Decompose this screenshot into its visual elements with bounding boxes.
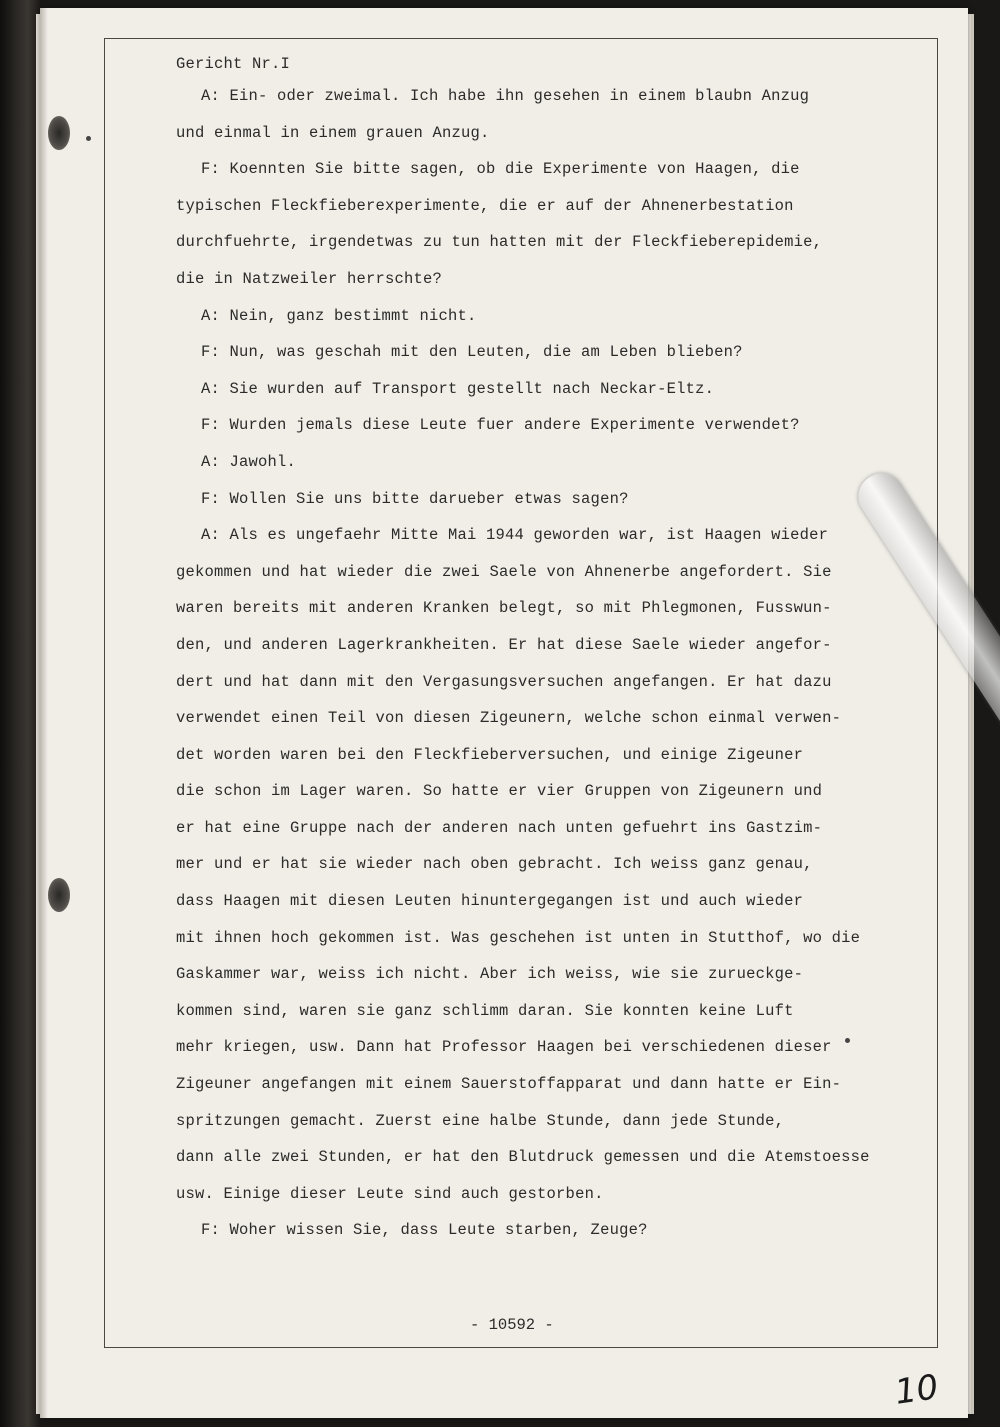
text-line: F: Koennten Sie bitte sagen, ob die Experimente von Haagen, die [201,160,800,179]
text-line: A: Ein- oder zweimal. Ich habe ihn gesehen in einem blaubn Anzug [201,87,810,105]
book-binding [0,0,40,1427]
text-line: Gaskammer war, weiss ich nicht. Aber ich weiss, wie sie zurueckge- [176,965,804,984]
text-line: verwendet einen Teil von diesen Zigeunern, welche schon einmal verwen- [176,709,842,728]
ink-speck [86,136,91,141]
text-line: und einmal in einem grauen Anzug. [176,123,490,142]
text-line: dert und hat dann mit den Vergasungsversuchen angefangen. Er hat dazu [176,672,832,691]
text-line: Zigeuner angefangen mit einem Sauerstoffapparat und dann hatte er Ein- [176,1075,842,1094]
text-line: durchfuehrte, irgendetwas zu tun hatten mit der Fleckfieberepidemie, [176,233,823,252]
handwritten-folio-number: 10 [892,1367,941,1413]
text-line: A: Jawohl. [201,452,297,471]
text-line: die in Natzweiler herrschte? [176,269,443,288]
running-header: Gericht Nr.I [176,55,291,73]
text-line: F: Nun, was geschah mit den Leuten, die am Leben blieben? [201,343,743,362]
text-line: spritzungen gemacht. Zuerst eine halbe Stunde, dann jede Stunde, [176,1111,785,1130]
text-line: F: Woher wissen Sie, dass Leute starben, Zeuge? [201,1221,648,1240]
punch-hole [48,878,70,912]
text-line: F: Wollen Sie uns bitte darueber etwas sagen? [201,489,629,508]
text-line: gekommen und hat wieder die zwei Saele von Ahnenerbe angefordert. Sie [176,562,832,581]
text-line: A: Als es ungefaehr Mitte Mai 1944 geworden war, ist Haagen wieder [201,526,829,545]
text-line: A: Sie wurden auf Transport gestellt nach Neckar-Eltz. [201,379,715,398]
text-line: det worden waren bei den Fleckfieberversuchen, und einige Zigeuner [176,745,804,764]
punch-hole [48,116,70,150]
text-line: die schon im Lager waren. So hatte er vier Gruppen von Zigeunern und [176,782,823,801]
text-line: A: Nein, ganz bestimmt nicht. [201,306,477,325]
text-line: mit ihnen hoch gekommen ist. Was geschehen ist unten in Stutthof, wo die [176,928,861,947]
text-line: mer und er hat sie wieder nach oben gebracht. Ich weiss ganz genau, [176,855,813,874]
text-line: kommen sind, waren sie ganz schlimm daran. Sie konnten keine Luft [176,1001,794,1020]
typed-text-block [176,50,870,1249]
text-line: dass Haagen mit diesen Leuten hinuntergegangen ist und auch wieder [176,892,804,911]
text-line: usw. Einige dieser Leute sind auch gestorben. [176,1184,604,1203]
text-line: den, und anderen Lagerkrankheiten. Er hat diese Saele wieder angefor- [176,635,832,654]
text-line: dann alle zwei Stunden, er hat den Blutdruck gemessen und die Atemstoesse [176,1148,870,1167]
text-line: F: Wurden jemals diese Leute fuer andere Experimente verwendet? [201,416,800,435]
text-line: typischen Fleckfieberexperimente, die er auf der Ahnenerbestation [176,196,794,215]
page-number: - 10592 - [470,1316,554,1334]
text-line: waren bereits mit anderen Kranken belegt, so mit Phlegmonen, Fusswun- [176,599,832,618]
text-line: er hat eine Gruppe nach der anderen nach unten gefuehrt ins Gastzim- [176,818,823,837]
text-line: mehr kriegen, usw. Dann hat Professor Haagen bei verschiedenen dieser [176,1038,832,1057]
